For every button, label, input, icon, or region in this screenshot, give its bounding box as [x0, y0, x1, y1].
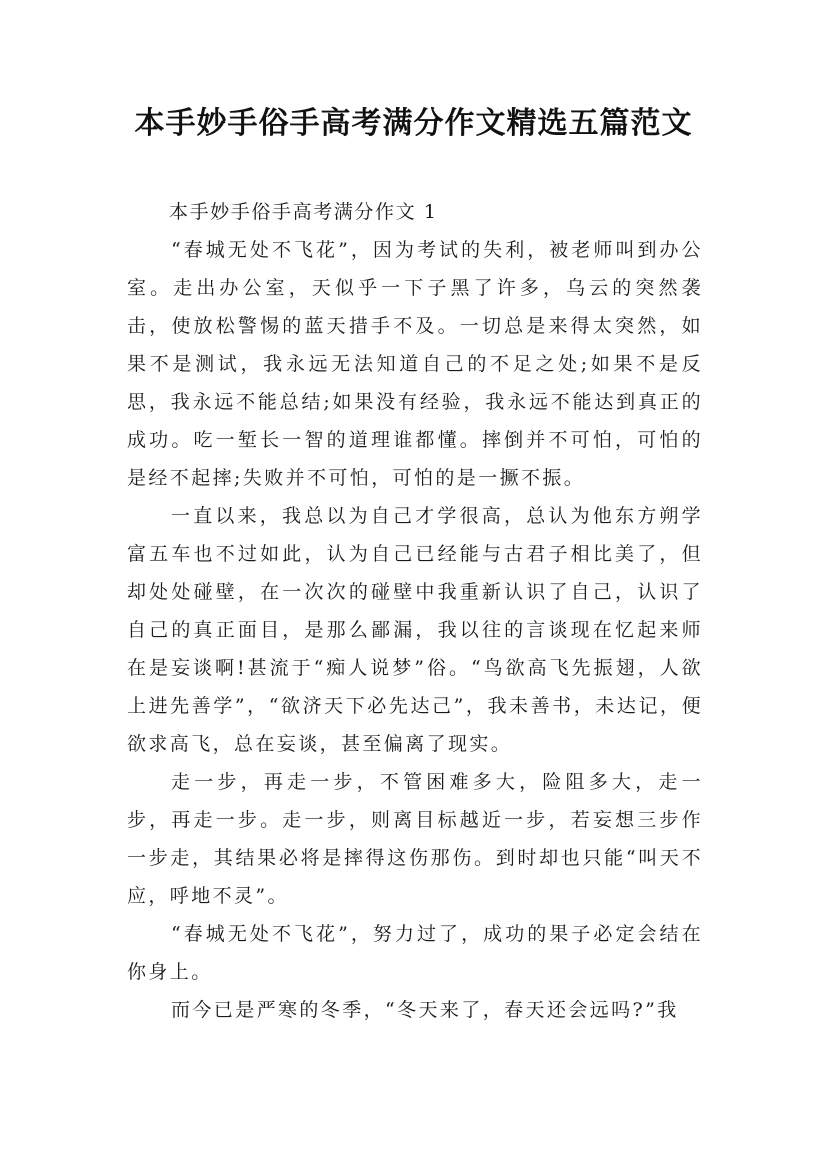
article-body	[127, 193, 703, 1029]
section-heading: 本手妙手俗手高考满分作文 1	[169, 201, 438, 223]
paragraph-4: “春城无处不飞花”，努力过了，成功的果子必定会结在你身上。	[127, 923, 703, 983]
paragraph-5: 而今已是严寒的冬季，“冬天来了，春天还会远吗?”我	[171, 999, 679, 1021]
paragraph-1: “春城无处不飞花”，因为考试的失利，被老师叫到办公室。走出办公室，天似乎一下子黑了许多，乌云的突然袭击，使放松警惕的蓝天措手不及。一切总是来得太突然，如果不是测试，我永远无法知道自己的不足之处;如果不是反思，我永远不能总结;如果没有经验，我永远不能达到真正的成功。吃一堑长一智的道理谁都懂。摔倒并不可怕，可怕的是经不起摔;失败并不可怕，可怕的是一撅不振。	[127, 239, 703, 489]
paragraph-3: 走一步，再走一步，不管困难多大，险阻多大，走一步，再走一步。走一步，则离目标越近一步，若妄想三步作一步走，其结果必将是摔得这伤那伤。到时却也只能“叫天不应，呼地不灵”。	[127, 771, 703, 907]
paragraph-2: 一直以来，我总以为自己才学很高，总认为他东方朔学富五车也不过如此，认为自己已经能与古君子相比美了，但却处处碰壁，在一次次的碰壁中我重新认识了自己，认识了自己的真正面目，是那么鄙漏，我以往的言谈现在忆起来师在是妄谈啊!甚流于“痴人说梦”俗。“鸟欲高飞先振翅，人欲上进先善学”，“欲济天下必先达己”，我未善书，未达记，便欲求高飞，总在妄谈，甚至偏离了现实。	[127, 505, 703, 755]
document-title: 本手妙手俗手高考满分作文精选五篇范文	[134, 106, 693, 141]
